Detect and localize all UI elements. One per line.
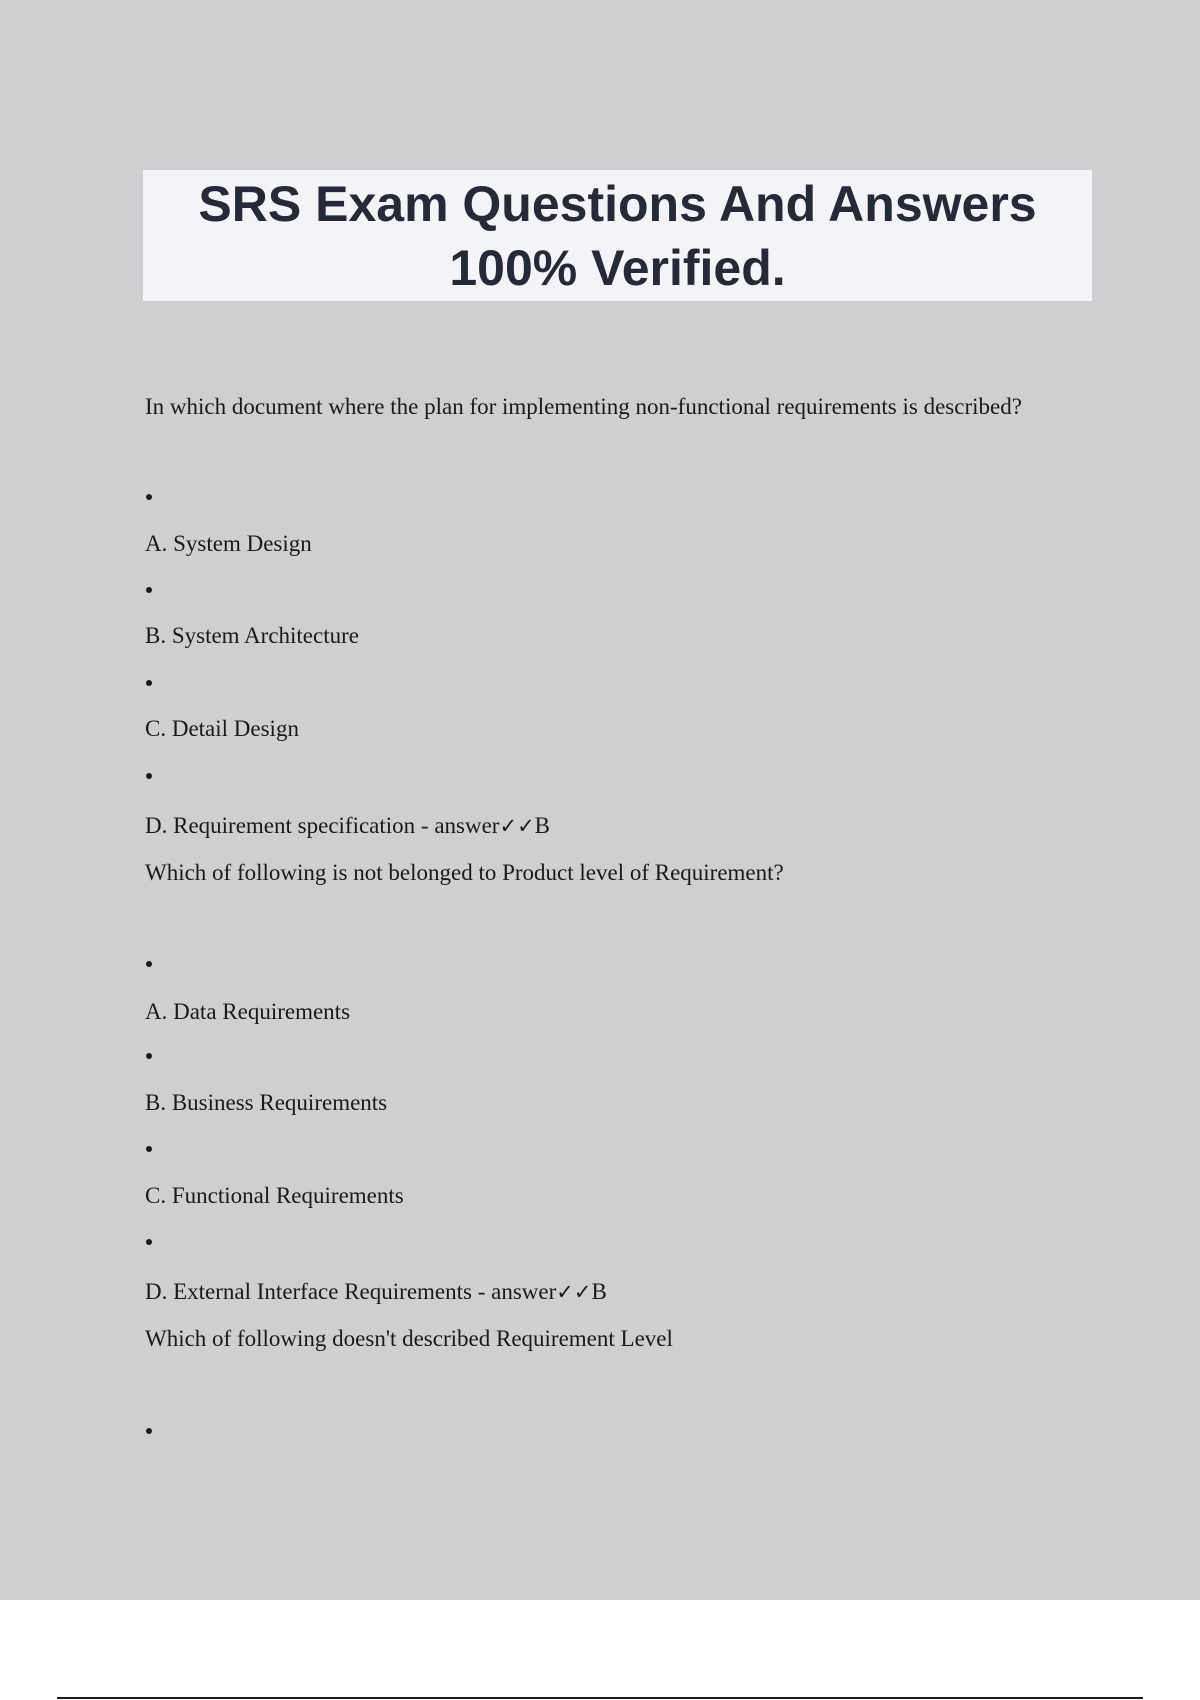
bullet [146,1146,152,1152]
title-banner [143,170,1092,301]
page-title: SRS Exam Questions And Answers 100% Verified. [198,175,1037,296]
question-1-option-d [145,812,550,840]
bullet [146,587,152,593]
question-2-option-a: A. Data Requirements [145,999,351,1024]
footer-divider [57,1697,1143,1699]
question-3-text: Which of following doesn't described Requirement Level [145,1326,673,1351]
question-2-answer: B [591,1279,607,1304]
question-1-option-b: B. System Architecture [145,623,359,648]
check-mark-icon: ✓✓ [556,1280,592,1304]
check-mark-icon: ✓✓ [499,814,535,838]
question-1-text: In which document where the plan for implementing non-functional requirements is described? [145,394,1022,419]
question-2-option-b: B. Business Requirements [145,1090,388,1115]
bullet [146,961,152,967]
bullet [146,1239,152,1245]
question-1-answer: B [534,813,551,838]
question-1-option-d-text: D. Requirement specification - answer [145,813,500,838]
question-2-option-d [145,1278,607,1306]
bullet [146,680,152,686]
bullet [146,773,152,779]
question-1-option-a: A. System Design [145,531,312,556]
question-2-option-d-text: D. External Interface Requirements - answer [145,1279,557,1304]
bullet [146,494,152,500]
question-1-option-c: C. Detail Design [145,716,299,741]
question-2-option-c: C. Functional Requirements [145,1183,404,1208]
question-2-text: Which of following is not belonged to Product level of Requirement? [145,860,784,885]
bullet [146,1428,152,1434]
bullet [146,1053,152,1059]
